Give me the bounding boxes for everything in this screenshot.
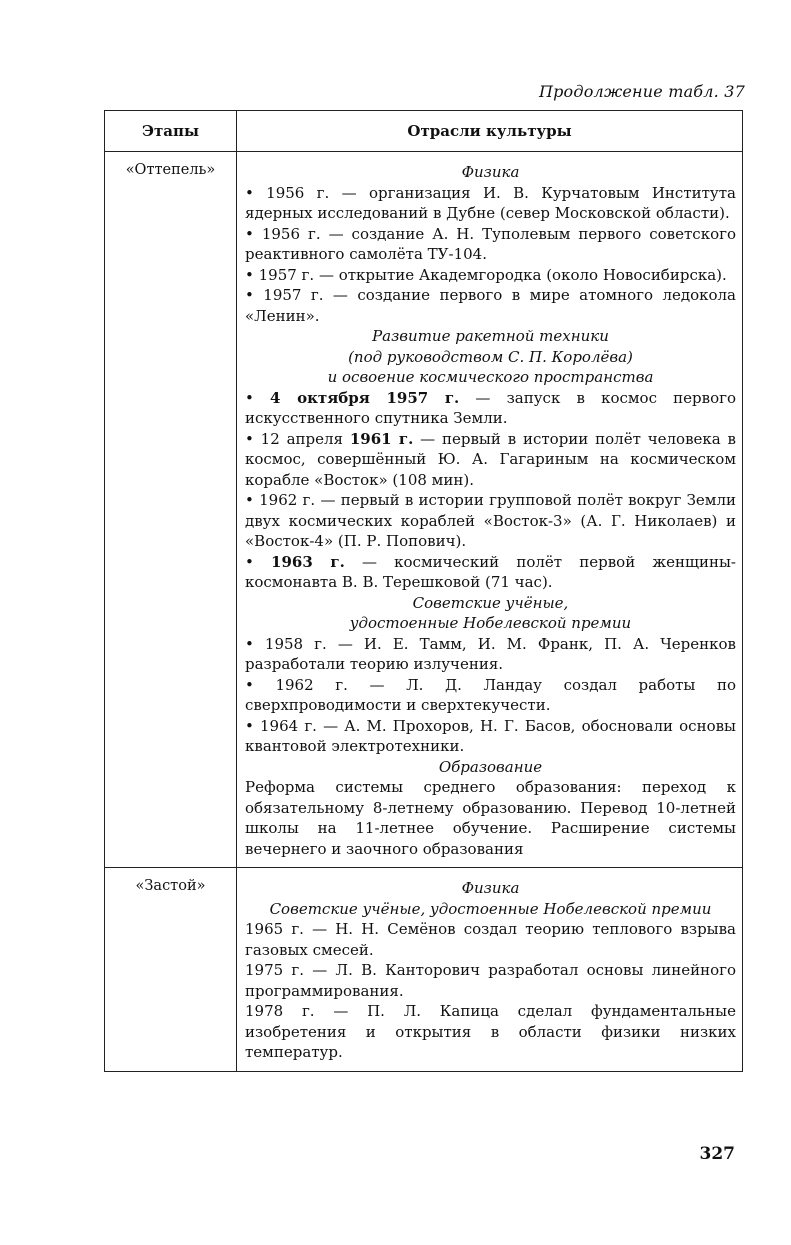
item-date-bold: 1961 г. [349, 429, 414, 448]
section-title-space: и освоение космического пространства [327, 368, 654, 386]
item-text: — первый в истории полёт человека в космос, совершённый Ю. А. Гагариным на космическом корабле «Восток» (108 мин). [245, 429, 736, 489]
list-item: • 1958 г. — И. Е. Тамм, И. М. Франк, П. А. Черенков разработали теорию излучения. [245, 634, 736, 673]
thaw-content [237, 152, 743, 868]
item-text: — запуск в космос первого искусственного спутника Земли. [245, 388, 736, 427]
list-item: 1975 г. — Л. В. Канторович разработал основы линейного программирования. [245, 961, 736, 1000]
item-date-bold: 4 октября 1957 г. [270, 388, 460, 407]
list-item [245, 429, 736, 491]
section-title-education: Образование [438, 757, 543, 776]
table-continuation-caption: Продолжение табл. 37 [538, 82, 745, 101]
page-number: 327 [699, 1144, 735, 1164]
header-stages: Этапы [105, 111, 237, 152]
item-text: • [245, 388, 271, 407]
list-item: • 1957 г. — создание первого в мире атомного ледокола «Ленин». [245, 286, 736, 325]
section-title-physics: Физика [461, 163, 520, 181]
stagnation-content [237, 868, 743, 1072]
list-item: • 1962 г. — Л. Д. Ландау создал работы по сверхпроводимости и сверхтекучести. [245, 675, 736, 714]
section-title-rocketry-sub: (под руководством С. П. Королёва) [348, 347, 633, 366]
section-title-rocketry: Развитие ракетной техники [372, 327, 609, 345]
list-item: 1978 г. — П. Л. Капица сделал фундаментальные изобретения и открытия в области физики низких температур. [245, 1002, 736, 1061]
section-title-physics: Физика [461, 879, 520, 897]
list-item: • 1957 г. — открытие Академгородка (около Новосибирска). [245, 265, 727, 284]
stage-thaw: «Оттепель» [105, 152, 237, 868]
list-item: 1965 г. — Н. Н. Семёнов создал теорию теплового взрыва газовых смесей. [245, 920, 736, 959]
culture-table [104, 110, 743, 1072]
section-title-nobel: Советские учёные, удостоенные Нобелевской премии [269, 899, 712, 918]
list-item: • 1964 г. — А. М. Прохоров, Н. Г. Басов, обосновали основы квантовой электротехники. [245, 716, 736, 755]
list-item: • 1956 г. — организация И. В. Курчатовым Института ядерных исследований в Дубне (север Московской области). [245, 183, 736, 222]
list-item [245, 490, 736, 552]
education-text: Реформа системы среднего образования: переход к обязательному 8-летнему образованию. Перевод 10-летней школы на 11-летнее обучение. Расширение системы вечернего и заочного образования [245, 778, 736, 858]
header-culture-branches: Отрасли культуры [237, 111, 743, 152]
list-item [245, 552, 736, 593]
stage-stagnation: «Застой» [105, 868, 237, 1072]
item-text: • 12 апреля [245, 429, 350, 448]
item-text: — космический полёт первой женщины-космонавта В. В. Терешковой (71 час). [245, 552, 736, 591]
section-title-nobel: Советские учёные, [412, 593, 569, 612]
item-date-bold: 1963 г. [271, 552, 345, 571]
list-item: • 1956 г. — создание А. Н. Туполевым первого советского реактивного самолёта ТУ-104. [245, 224, 736, 263]
section-title-nobel-sub: удостоенные Нобелевской премии [349, 614, 632, 632]
list-item [245, 388, 736, 429]
item-text: • [245, 552, 272, 571]
table-row-stagnation [105, 868, 743, 1072]
table-row-thaw [105, 152, 743, 868]
item-text: • 1962 г. — первый в истории групповой полёт вокруг Земли двух космических кораблей «Восток-3» (А. Г. Николаев) и «Восток-4» (П. Р. Попович). [245, 491, 736, 550]
table-header-row [105, 111, 743, 152]
